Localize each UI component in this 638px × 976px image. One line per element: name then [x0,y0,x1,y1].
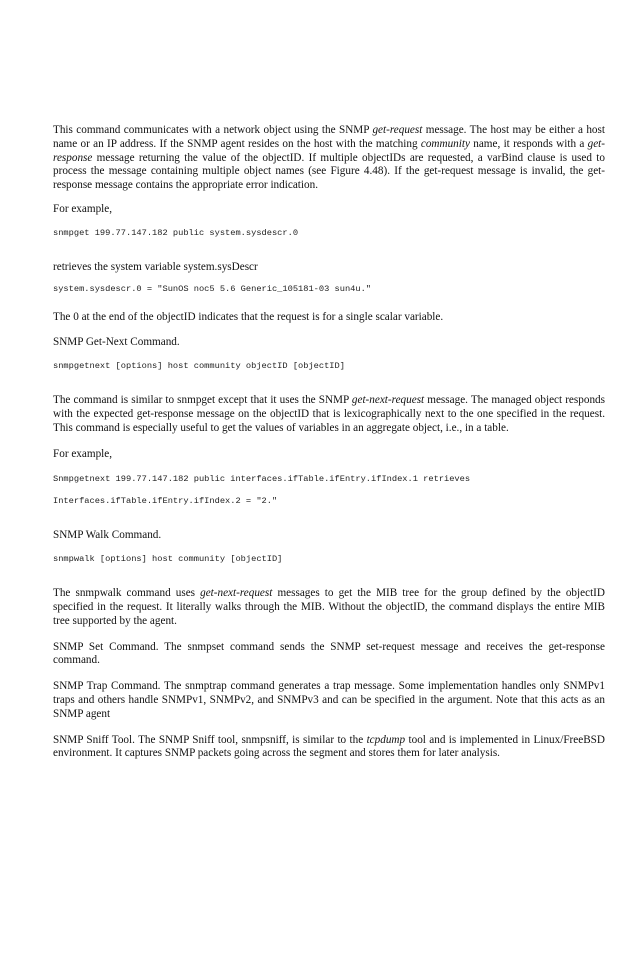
text-run: The snmpwalk command uses [53,587,201,600]
getnext-heading: SNMP Get-Next Command. [53,336,180,349]
sniff-tool-paragraph [53,734,605,762]
text-run: message returning the value of the objectID. If multiple objectIDs are requested, a varBind clause is used to process the message containing multiple object names (see Figure 4.48). If the get-request message is invalid, the get-response message contains the appropriate error indication. [53,151,605,192]
emphasis-get-request: get-request [372,124,423,136]
emphasis-get-next-request: get-next-request [351,394,425,407]
text-run: message. The host may be either a host name or an IP address. If the SNMP agent resides on the host with the matching [53,124,605,150]
text-run: messages to get the MIB tree for the group defined by the objectID specified in the request. It literally walks through the MIB. Without the objectID, the command displays the entire MIB tree supported by the agent. [53,587,605,627]
text-run: message. The managed object responds with the expected get-response message on the objectID that is lexicographically next to the one specified in the request. This command is especially useful to get the values of variables in an aggregate object, i.e., in a table. [53,394,605,434]
code-snmpgetnext-syntax: snmpgetnext [options] host community objectID [objectID] [53,361,345,372]
for-example-label: For example, [53,202,113,215]
document-page [53,124,605,761]
code-ifindex-output: Interfaces.ifTable.ifEntry.ifIndex.2 = "2." [53,496,278,507]
emphasis-community: community [420,137,470,150]
set-command-paragraph: SNMP Set Command. The snmpset command sends the SNMP set-request message and receives the get-response command. [53,640,605,667]
emphasis-get-response: get-response [53,137,605,164]
text-run: name, it responds with a [469,137,588,150]
scalar-variable-text: The 0 at the end of the objectID indicates that the request is for a single scalar variable. [53,310,444,323]
emphasis-tcpdump: tcpdump [366,733,406,746]
trap-command-paragraph: SNMP Trap Command. The snmptrap command generates a trap message. Some implementation handles only SNMPv1 traps and others handle SNMPv1, SNMPv2, and SNMPv3 and can be specified in the argument. Note that this acts as an SNMP agent [53,680,605,720]
code-snmpgetnext-example: Snmpgetnext 199.77.147.182 public interfaces.ifTable.ifEntry.ifIndex.1 retrieves [53,474,471,485]
for-example-label: For example, [53,447,113,460]
code-snmpget: snmpget 199.77.147.182 public system.sysdescr.0 [53,227,299,238]
emphasis-get-next-request: get-next-request [200,587,273,600]
text-run: SNMP Sniff Tool. The SNMP Sniff tool, snmpsniff, is similar to the [53,733,367,746]
text-run: tool and is implemented in Linux/FreeBSD environment. It captures SNMP packets going across the segment and stores them for later analysis. [53,733,605,760]
text-run: This command communicates with a network object using the SNMP [53,124,373,136]
text-run: The command is similar to snmpget except that it uses the SNMP [53,394,352,407]
getnext-paragraph [53,394,605,435]
code-snmpwalk-syntax: snmpwalk [options] host community [objectID] [53,554,283,565]
walk-heading: SNMP Walk Command. [53,529,162,542]
code-sysdescr-output: system.sysdescr.0 = "SunOS noc5 5.6 Generic_105181-03 sun4u." [53,283,372,294]
get-request-paragraph [53,124,605,193]
walk-paragraph [53,587,605,628]
retrieves-text: retrieves the system variable system.sysDescr [53,260,258,273]
